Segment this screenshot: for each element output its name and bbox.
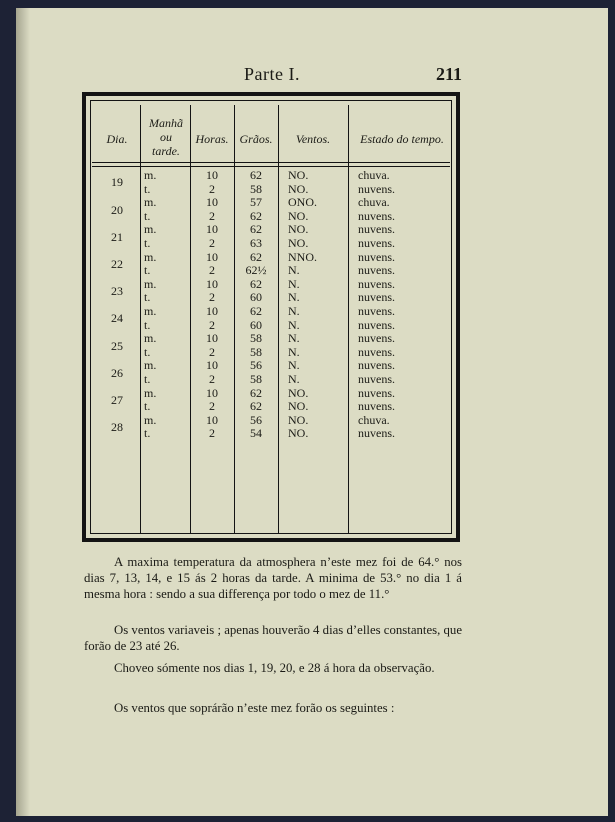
cell-weather: nuvens.: [358, 344, 395, 359]
cell-weather: nuvens.: [358, 317, 395, 332]
column-header-manha: [142, 116, 190, 158]
cell-day: 21: [111, 229, 123, 244]
book-page: [16, 8, 608, 816]
cell-degrees: 62: [250, 249, 262, 264]
cell-hour: 2: [209, 236, 215, 250]
cell-hour: 10: [206, 276, 218, 291]
cell-period: t.: [144, 399, 151, 414]
cell-weather: nuvens.: [358, 385, 395, 400]
cell-weather: nuvens.: [358, 181, 395, 196]
cell-degrees: 58: [250, 181, 262, 196]
cell-degrees: 54: [250, 426, 262, 441]
cell-wind: N.: [288, 344, 300, 359]
column-divider: [348, 105, 349, 533]
cell-wind: NO.: [288, 168, 309, 182]
cell-weather: nuvens.: [358, 331, 395, 346]
cell-degrees: 58: [250, 344, 262, 359]
cell-wind: NO.: [288, 426, 309, 441]
cell-wind: N.: [288, 304, 300, 318]
cell-period: m.: [144, 222, 157, 237]
cell-degrees: 56: [250, 412, 262, 427]
cell-hour: 2: [209, 317, 215, 332]
cell-wind: NO.: [288, 181, 309, 196]
cell-period: t.: [144, 426, 151, 441]
cell-day: 20: [111, 202, 123, 217]
cell-wind: NO.: [288, 412, 309, 427]
header-manha-line: ou: [160, 130, 172, 144]
cell-degrees: 62: [250, 222, 262, 237]
paragraph-winds: Os ventos variaveis ; apenas houverão 4 dias d’elles constantes, que forão de 23 até 26.: [84, 623, 462, 653]
cell-wind: N.: [288, 263, 300, 278]
cell-period: m.: [144, 168, 157, 182]
cell-period: m.: [144, 412, 157, 427]
cell-hour: 10: [206, 249, 218, 264]
cell-weather: nuvens.: [358, 276, 395, 291]
cell-degrees: 63: [250, 236, 262, 250]
cell-wind: NO.: [288, 385, 309, 400]
cell-day: 19: [111, 175, 123, 190]
cell-day: 28: [111, 420, 123, 435]
cell-period: t.: [144, 181, 151, 196]
cell-period: m.: [144, 304, 157, 318]
cell-degrees: 62: [250, 168, 262, 182]
cell-period: t.: [144, 208, 151, 223]
cell-hour: 10: [206, 412, 218, 427]
cell-weather: nuvens.: [358, 222, 395, 237]
running-header: Parte I.: [244, 64, 300, 84]
cell-hour: 10: [206, 195, 218, 210]
page-number: 211: [436, 64, 463, 84]
cell-weather: nuvens.: [358, 304, 395, 318]
cell-degrees: 60: [250, 290, 262, 305]
cell-day: 25: [111, 338, 123, 353]
page-gutter-shadow: [16, 8, 30, 816]
column-header-estado: Estado do tempo.: [360, 132, 444, 146]
cell-degrees: 56: [250, 358, 262, 373]
cell-hour: 10: [206, 168, 218, 182]
cell-wind: N.: [288, 290, 300, 305]
cell-hour: 2: [209, 399, 215, 414]
cell-period: t.: [144, 290, 151, 305]
cell-hour: 2: [209, 263, 215, 278]
cell-weather: nuvens.: [358, 290, 395, 305]
cell-weather: chuva.: [358, 412, 390, 427]
cell-period: t.: [144, 263, 151, 278]
cell-wind: ONO.: [288, 195, 317, 210]
cell-wind: N.: [288, 276, 300, 291]
cell-weather: nuvens.: [358, 426, 395, 441]
cell-period: m.: [144, 276, 157, 291]
header-manha-line: Manhã: [149, 116, 183, 130]
cell-day: 27: [111, 393, 123, 408]
cell-wind: N.: [288, 372, 300, 386]
cell-wind: NO.: [288, 222, 309, 237]
cell-period: t.: [144, 344, 151, 359]
weather-table: [82, 92, 460, 542]
cell-weather: nuvens.: [358, 399, 395, 414]
cell-period: m.: [144, 358, 157, 373]
cell-degrees: 62: [250, 304, 262, 318]
cell-hour: 2: [209, 426, 215, 441]
cell-period: t.: [144, 317, 151, 332]
cell-period: t.: [144, 372, 151, 386]
cell-weather: nuvens.: [358, 208, 395, 223]
cell-day: 24: [111, 311, 123, 326]
column-divider: [278, 105, 279, 533]
cell-hour: 2: [209, 344, 215, 359]
cell-degrees: 62½: [245, 263, 267, 278]
paragraph-rain: Choveo sómente nos dias 1, 19, 20, e 28 á hora da observação.: [114, 661, 435, 675]
cell-hour: 10: [206, 304, 218, 318]
cell-degrees: 62: [250, 276, 262, 291]
cell-wind: NO.: [288, 208, 309, 223]
cell-wind: NO.: [288, 236, 309, 250]
cell-hour: 2: [209, 372, 215, 386]
cell-weather: nuvens.: [358, 358, 395, 373]
cell-degrees: 57: [250, 195, 262, 210]
cell-weather: nuvens.: [358, 249, 395, 264]
cell-wind: N.: [288, 358, 300, 373]
cell-weather: nuvens.: [358, 372, 395, 386]
cell-degrees: 62: [250, 399, 262, 414]
paragraph-temperature: A maxima temperatura da atmosphera n’este mez foi de 64.° nos dias 7, 13, 14, e 15 ás 2 horas da tarde. A minima de 53.° no dia 1 á mesma hora : sendo a sua differença por todo o mez de 11.°: [84, 555, 462, 601]
header-rule: [92, 162, 450, 163]
cell-day: 22: [111, 257, 123, 272]
column-divider: [140, 105, 141, 533]
cell-degrees: 60: [250, 317, 262, 332]
column-divider: [234, 105, 235, 533]
column-header-dia: Dia.: [106, 132, 128, 146]
column-header-graos: Grãos.: [239, 132, 273, 146]
cell-hour: 2: [209, 208, 215, 223]
header-rule: [92, 166, 450, 167]
cell-weather: chuva.: [358, 168, 390, 182]
paragraph-winds-list: Os ventos que soprárão n’este mez forão os seguintes :: [114, 701, 395, 715]
cell-hour: 10: [206, 331, 218, 346]
cell-hour: 2: [209, 290, 215, 305]
cell-wind: N.: [288, 317, 300, 332]
cell-hour: 10: [206, 385, 218, 400]
cell-wind: N.: [288, 331, 300, 346]
cell-day: 23: [111, 284, 123, 299]
header-manha-line: tarde.: [152, 144, 180, 158]
cell-period: m.: [144, 195, 157, 210]
cell-hour: 10: [206, 222, 218, 237]
column-divider: [190, 105, 191, 533]
cell-period: m.: [144, 385, 157, 400]
cell-wind: NO.: [288, 399, 309, 414]
cell-weather: nuvens.: [358, 263, 395, 278]
cell-weather: chuva.: [358, 195, 390, 210]
cell-wind: NNO.: [288, 249, 317, 264]
cell-degrees: 62: [250, 208, 262, 223]
cell-period: m.: [144, 331, 157, 346]
cell-degrees: 58: [250, 331, 262, 346]
column-header-ventos: Ventos.: [295, 132, 331, 146]
cell-hour: 10: [206, 358, 218, 373]
cell-period: t.: [144, 236, 151, 250]
cell-hour: 2: [209, 181, 215, 196]
cell-degrees: 58: [250, 372, 262, 386]
cell-degrees: 62: [250, 385, 262, 400]
cell-weather: nuvens.: [358, 236, 395, 250]
cell-period: m.: [144, 249, 157, 264]
column-header-horas: Horas.: [195, 132, 229, 146]
cell-day: 26: [111, 365, 123, 380]
